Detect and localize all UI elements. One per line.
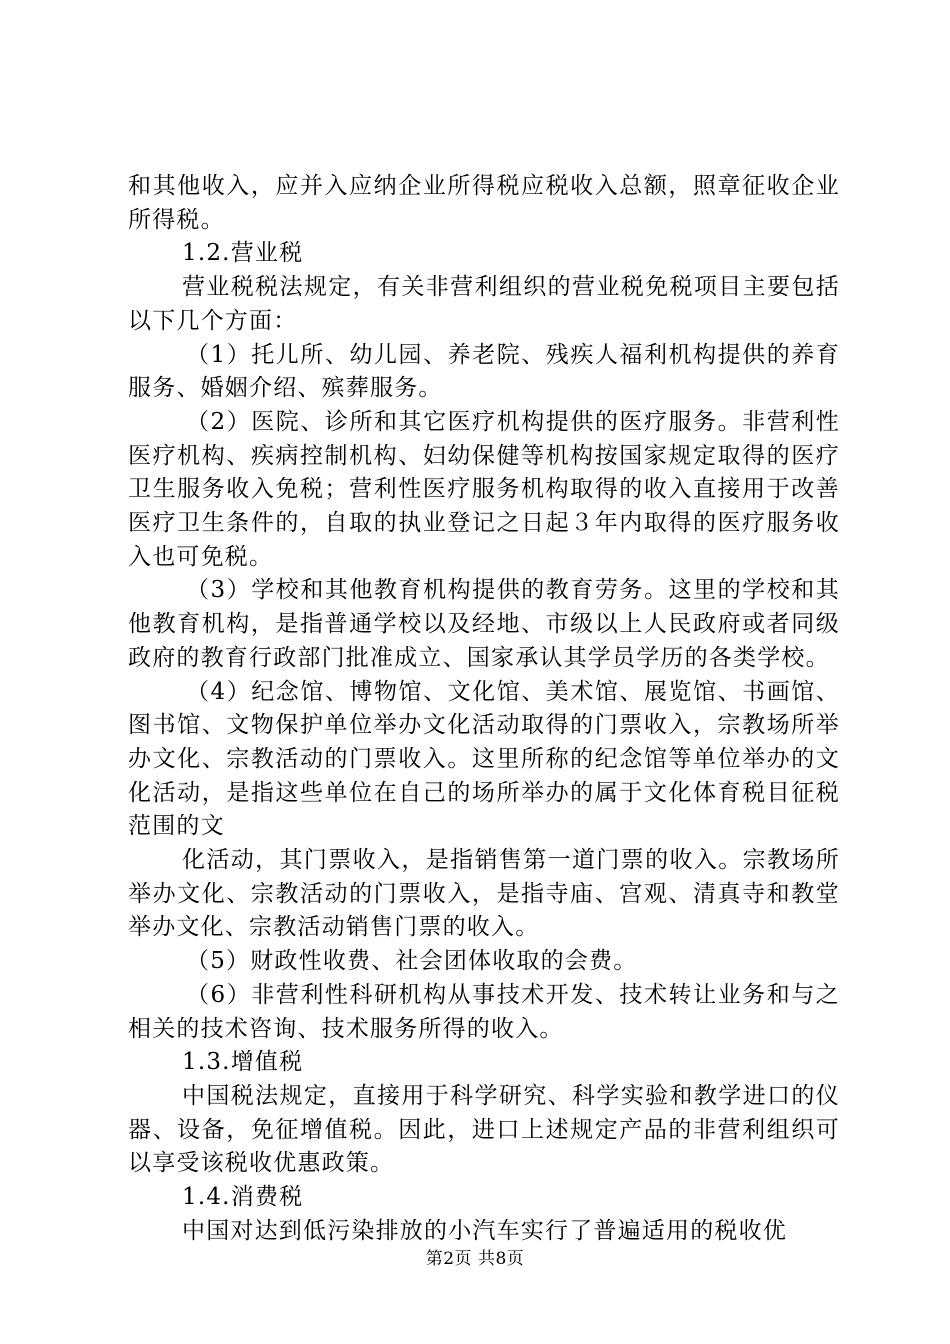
section-heading-consumption-tax: 1.4.消费税 (182, 1184, 304, 1211)
document-body (128, 170, 840, 1249)
list-item: （3）学校和其他教育机构提供的教育劳务。这里的学校和其他教育机构，是指普通学校以及经地、市级以上人民政府或者同级政府的教育行政部门批准成立、国家承认其学员学历的各类学校。 (128, 577, 840, 671)
paragraph: 营业税税法规定，有关非营利组织的营业税免税项目主要包括以下几个方面： (128, 274, 840, 334)
paragraph: 中国税法规定，直接用于科学研究、科学实验和教学进口的仪器、设备，免征增值税。因此，进口上述规定产品的非营利组织可以享受该税收优惠政策。 (128, 1082, 840, 1177)
page-number-footer: 第2页 共8页 (425, 1249, 525, 1269)
section-heading-vat: 1.3.增值税 (182, 1049, 304, 1076)
list-item: （6）非营利性科研机构从事技术开发、技术转让业务和与之相关的技术咨询、技术服务所得的收入。 (128, 981, 840, 1042)
section-heading-business-tax: 1.2.营业税 (182, 240, 304, 267)
list-item: （2）医院、诊所和其它医疗机构提供的医疗服务。非营利性医疗机构、疾病控制机构、妇幼保健等机构按国家规定取得的医疗卫生服务收入免税；营利性医疗服务机构取得的收入直接用于改善医疗卫生条件的，自取的执业登记之日起３年内取得的医疗服务收入也可免税。 (128, 408, 840, 570)
list-item: （4）纪念馆、博物馆、文化馆、美术馆、展览馆、书画馆、图书馆、文物保护单位举办文化活动取得的门票收入，宗教场所举办文化、宗教活动的门票收入。这里所称的纪念馆等单位举办的文化活动，是指这些单位在自己的场所举办的属于文化体育税目征税范围的文 (128, 678, 840, 840)
paragraph: 中国对达到低污染排放的小汽车实行了普遍适用的税收优 (182, 1217, 787, 1244)
list-item: （1）托儿所、幼儿园、养老院、残疾人福利机构提供的养育服务、婚姻介绍、殡葬服务。 (128, 341, 840, 402)
list-item: （5）财政性收费、社会团体收取的会费。 (186, 948, 638, 975)
paragraph: 化活动，其门票收入，是指销售第一道门票的收入。宗教场所举办文化、宗教活动的门票收入，是指寺庙、宫观、清真寺和教堂举办文化、宗教活动销售门票的收入。 (128, 847, 840, 941)
paragraph: 和其他收入，应并入应纳企业所得税应税收入总额，照章征收企业所得税。 (128, 173, 840, 233)
